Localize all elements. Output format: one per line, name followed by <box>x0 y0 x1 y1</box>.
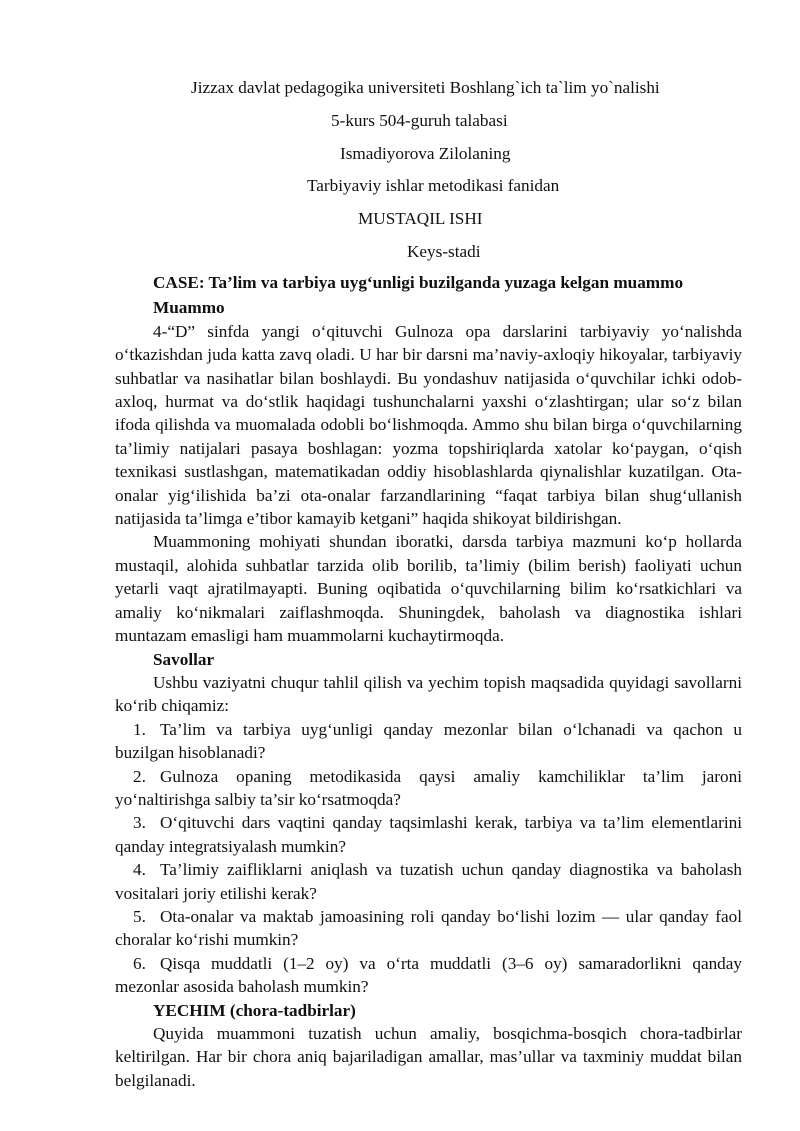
question-item: 3. O‘qituvchi dars vaqtini qanday taqsimlashi kerak, tarbiya va ta’lim elementlarini qanday integratsiyalash mumkin? <box>115 813 742 856</box>
problem-paragraph-2: Muammoning mohiyati shundan iboratki, darsda tarbiya mazmuni ko‘p hollarda mustaqil, alohida suhbatlar tarzida olib borilib, ta’limiy (bilim berish) faoliyati uchun yetarli vaqt ajratilmayapti. Buning oqibatida o‘quvchilarning bilim ko‘rsatkichlari va amaliy ko‘nikmalari zaiflashmoqda. Shuningdek, baholash va diagnostika ishlari muntazam emasligi ham muammolarni kuchaytirmoqda. <box>115 532 742 646</box>
solution-intro: Quyida muammoni tuzatish uchun amaliy, bosqichma-bosqich chora-tadbirlar keltirilgan. Har bir chora aniq bajariladigan amallar, mas’ullar va taxminiy muddat bilan belgilanadi. <box>115 1024 742 1090</box>
question-item: 1. Ta’lim va tarbiya uyg‘unligi qanday mezonlar bilan o‘lchanadi va qachon u buzilgan hisoblanadi? <box>115 719 742 763</box>
work-type: MUSTAQIL ISHI <box>358 209 483 228</box>
questions-heading: Savollar <box>153 649 215 669</box>
student-name: Ismadiyorova Zilolaning <box>340 144 511 163</box>
subject-line: Tarbiyaviy ishlar metodikasi fanidan <box>307 176 560 195</box>
problem-paragraph-1: 4-“D” sinfda yangi o‘qituvchi Gulnoza opa darslarini tarbiyaviy yo‘nalishda o‘tkazishdan juda katta zavq oladi. U har bir darsni ma’naviy-axloqiy hikoyalar, tarbiyaviy suhbatlar va nasihatlar bilan boshlaydi. Bu yondashuv natijasida o‘quvchilar ichki odob-axloq, hurmat va do‘stlik haqidagi tushunchalarni yaxshi o‘zlashtirgan; ular so‘z bilan ifoda qilishda va muomalada odobli bo‘lishmoqda. Ammo shu bilan birga o‘quvchilarning ta’limiy natijalari pasaya boshlagan: yozma topshiriqlarda xatolar ko‘paygan, o‘qish texnikasi sustlashgan, matematikadan oddiy hisoblashlarda qiynalishlar kuzatilgan. Ota-onalar yig‘ilishida ba’zi ota-onalar farzandlarining “faqat tarbiya bilan shug‘ullanish natijasida ta’limga e’tibor kamayib ketgani” haqida shikoyat bildirishgan. <box>115 321 742 529</box>
document-body <box>115 271 742 1092</box>
question-item: 6. Qisqa muddatli (1–2 oy) va o‘rta muddatli (3–6 oy) samaradorlikni qanday mezonlar asosida baholash mumkin? <box>115 953 742 997</box>
case-title: CASE: Ta’lim va tarbiya uyg‘unligi buzilganda yuzaga kelgan muammo <box>153 273 684 292</box>
questions-intro: Ushbu vaziyatni chuqur tahlil qilish va yechim topish maqsadida quyidagi savollarni ko‘rib chiqamiz: <box>115 672 742 716</box>
problem-heading: Muammo <box>153 298 225 318</box>
university-line: Jizzax davlat pedagogika universiteti Boshlang`ich ta`lim yo`nalishi <box>191 78 660 97</box>
question-item: 5. Ota-onalar va maktab jamoasining roli qanday bo‘lishi lozim — ular qanday faol choralar ko‘rishi mumkin? <box>115 906 742 950</box>
question-item: 2. Gulnoza opaning metodikasida qaysi amaliy kamchiliklar ta’lim jaroni yo‘naltirishga salbiy ta’sir ko‘rsatmoqda? <box>115 766 742 809</box>
question-item: 4. Ta’limiy zaifliklarni aniqlash va tuzatish uchun qanday diagnostika va baholash vositalari joriy etilishi kerak? <box>115 860 742 903</box>
group-line: 5-kurs 504-guruh talabasi <box>331 111 508 130</box>
questions-list <box>115 718 742 999</box>
method-label: Keys-stadi <box>407 242 481 261</box>
solution-heading: YECHIM (chora-tadbirlar) <box>153 1000 356 1020</box>
